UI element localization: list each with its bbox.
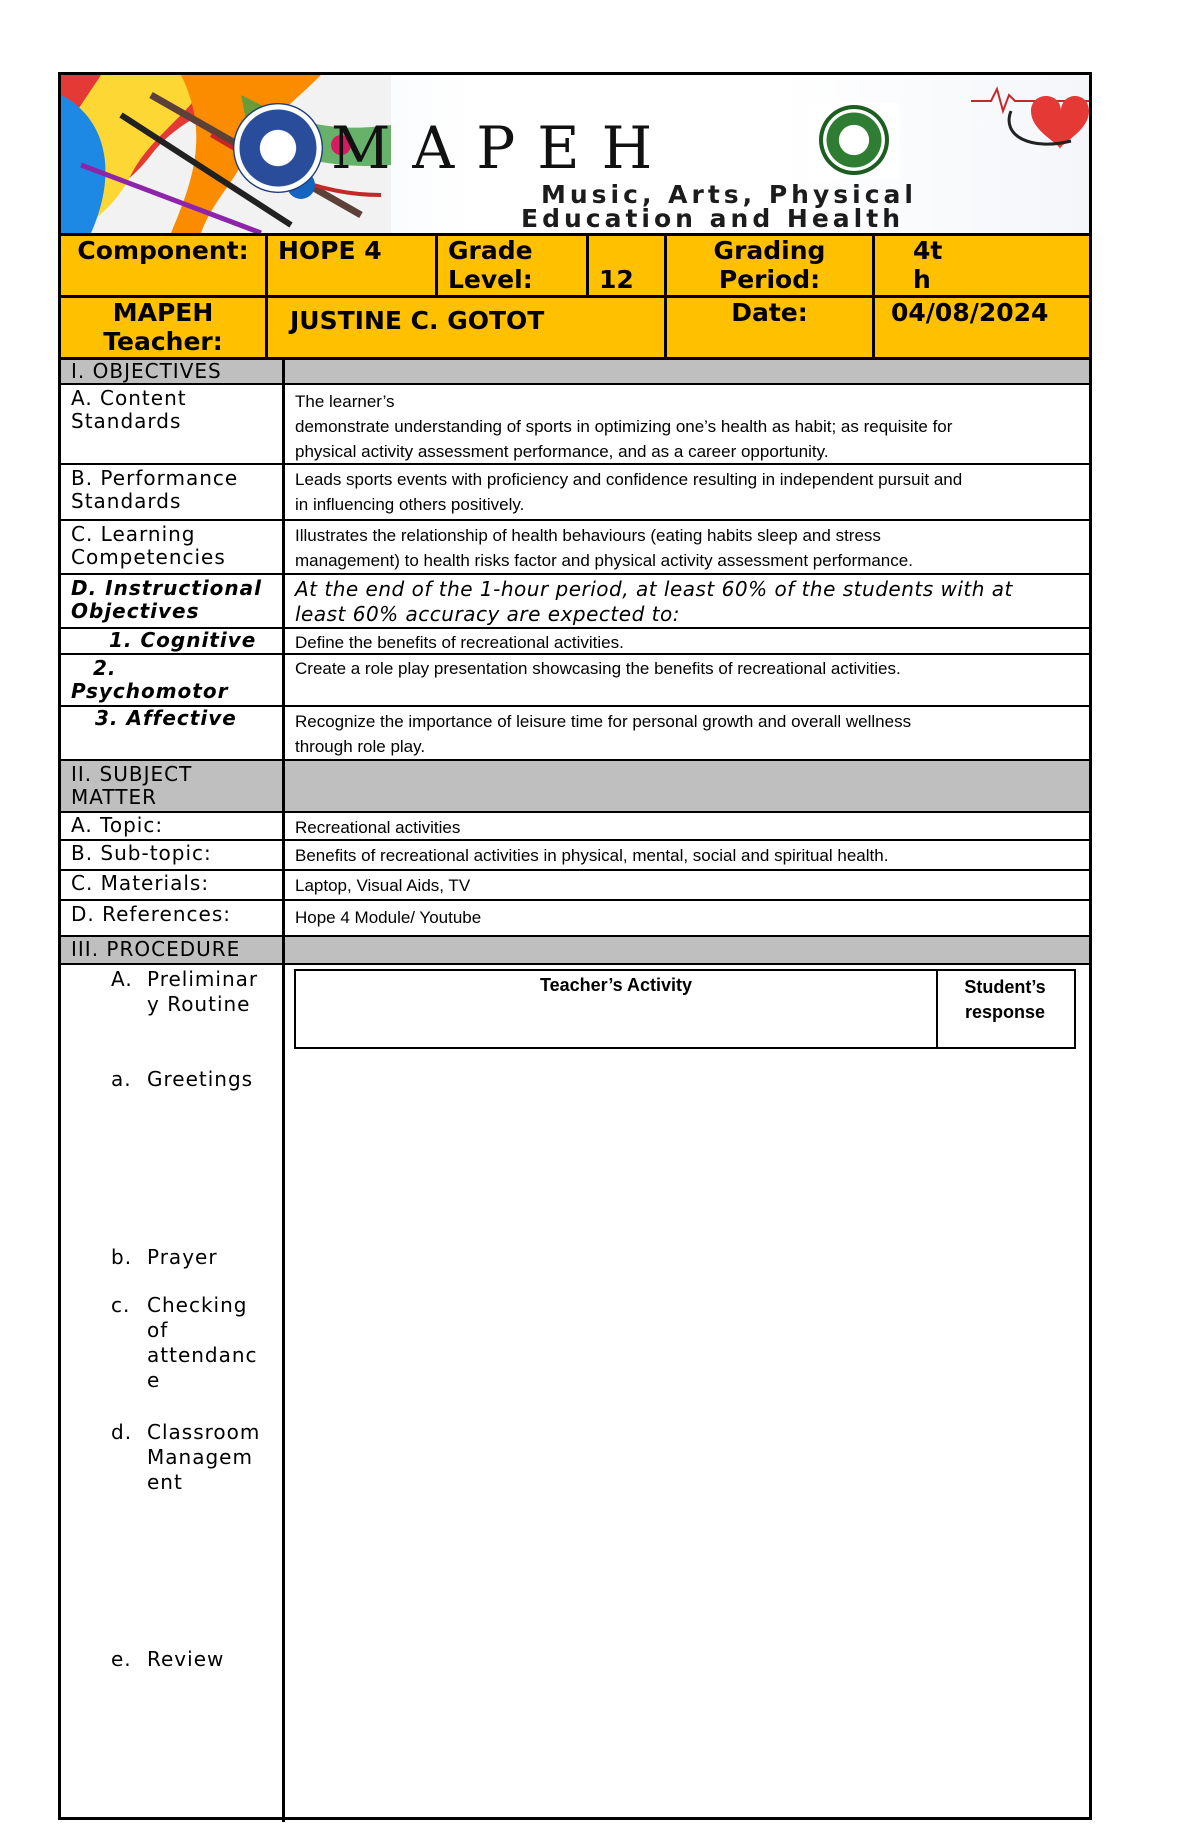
psychomotor-label: 2. Psychomotor [61,655,285,705]
date-value: 04/08/2024 [891,298,1049,327]
instructional-objectives-label: D. Instructional Objectives [61,575,285,627]
topic-row [61,811,1089,839]
teacher-label: MAPEH Teacher: [61,298,268,357]
learning-competencies-row [61,519,1089,573]
topic-value: Recreational activities [295,818,461,837]
materials-row [61,869,1089,899]
objectives-section-row [61,357,1089,383]
subtopic-row [61,839,1089,869]
performance-standards-row [61,463,1089,519]
deped-seal-logo [233,103,323,193]
mapeh-banner [61,75,1089,233]
learning-competencies-label: C. Learning Competencies [61,521,285,573]
heart-stethoscope-icon [971,81,1089,151]
procedure-steps-column [61,965,285,1822]
banner-title: MAPEH [331,114,675,182]
procedure-section-label: III. PROCEDURE [61,937,285,963]
subject-matter-section-row [61,759,1089,811]
materials-label: C. Materials: [61,871,285,899]
performance-standards-value: Leads sports events with proficiency and confidence resulting in independent pursuit and in influencing others positively. [295,470,963,514]
teacher-name: JUSTINE C. GOTOT [268,298,667,357]
teacher-activity-header: Teacher’s Activity [296,971,938,1047]
content-standards-label: A. Content Standards [61,385,285,463]
banner-subtitle-line-1: Music, Arts, Physical [541,180,917,209]
psychomotor-row [61,653,1089,705]
grading-period-label: Grading Period: [667,236,875,295]
lesson-plan-page [58,72,1092,1820]
cognitive-label: 1. Cognitive [61,629,285,653]
component-label: Component: [61,236,268,295]
grade-level-value: 12 [589,236,667,295]
banner-subtitle-line-2: Education and Health [521,204,904,233]
learning-competencies-value: Illustrates the relationship of health behaviours (eating habits sleep and stress management) to health risks factor and physical activity assessment performance. [295,526,913,570]
objectives-section-label: I. OBJECTIVES [61,360,285,383]
component-value: HOPE 4 [268,236,438,295]
materials-value: Laptop, Visual Aids, TV [295,876,471,895]
grading-period-value: 4t h [913,236,943,294]
banner-subtitle [521,180,1081,233]
references-value: Hope 4 Module/ Youtube [295,908,482,927]
procedure-body: A. Preliminar y Routine a. Greetings b. Prayer c. Checking of attendanc e d. Classroom Managem ent e. Review Teacher’s Activity Student’s response [61,963,1089,1822]
references-label: D. References: [61,901,285,935]
activity-table [294,969,1076,1049]
content-standards-value: The learner’s demonstrate understanding of sports in optimizing one’s health as habit; as requisite for physical activity assessment performance, and as a career opportunity. [295,392,953,461]
grade-level-label: Grade Level: [438,236,589,295]
date-label: Date: [667,298,875,357]
subtopic-value: Benefits of recreational activities in physical, mental, social and spiritual health. [295,846,889,865]
performance-standards-label: B. Performance Standards [61,465,285,519]
instructional-objectives-value: At the end of the 1-hour period, at least 60% of the students with at least 60% accuracy are expected to: [295,577,1013,626]
header-row-2 [61,295,1089,357]
subject-matter-section-label: II. SUBJECT MATTER [61,761,285,811]
affective-value: Recognize the importance of leisure time for personal growth and overall wellness through role play. [295,712,912,756]
procedure-section-row [61,935,1089,963]
references-row [61,899,1089,935]
header-row-1 [61,233,1089,295]
subtopic-label: B. Sub-topic: [61,841,285,869]
cognitive-row [61,627,1089,653]
cognitive-value: Define the benefits of recreational activities. [295,633,624,652]
student-response-header: Student’s response [964,977,1046,1022]
instructional-objectives-row [61,573,1089,627]
affective-row [61,705,1089,759]
content-standards-row [61,383,1089,463]
school-seal-logo [809,103,899,179]
topic-label: A. Topic: [61,813,285,839]
affective-label: 3. Affective [61,707,285,759]
psychomotor-value: Create a role play presentation showcasing the benefits of recreational activities. [295,659,901,678]
